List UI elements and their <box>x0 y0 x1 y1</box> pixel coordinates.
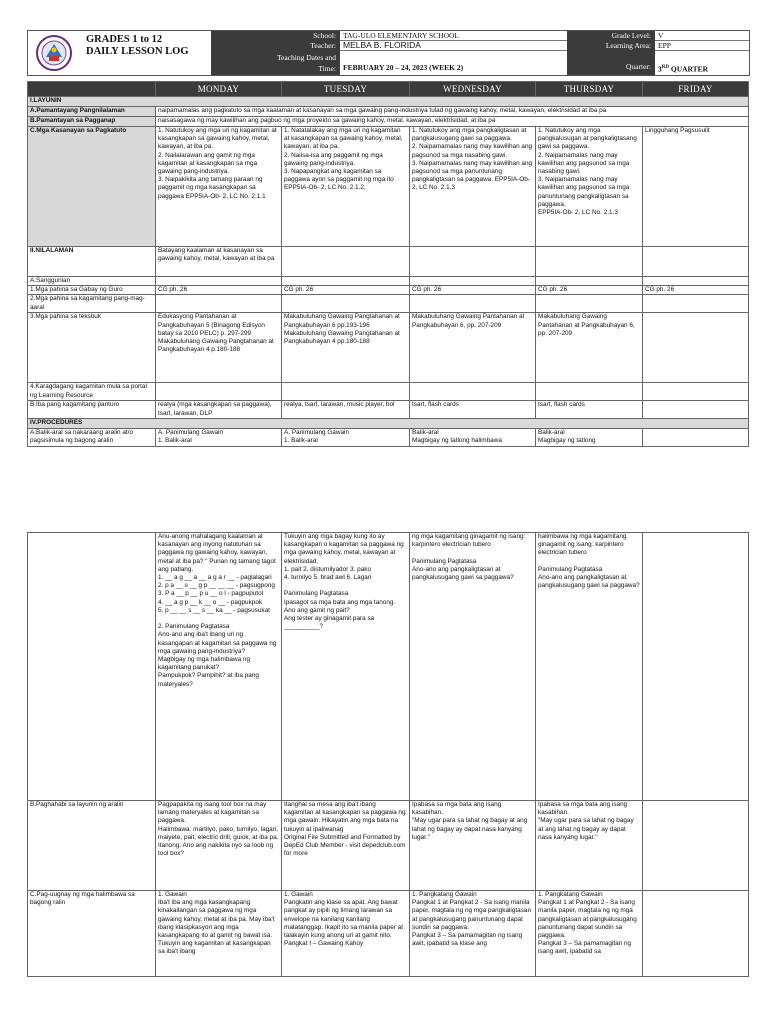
page-1 <box>0 0 768 490</box>
table-cell <box>156 295 282 313</box>
iba-tuesday: realya, tsart, larawan, music player, bol <box>282 401 410 419</box>
iba-label: B.Iba pang kagamitang panturo <box>28 401 156 419</box>
day-tuesday: TUESDAY <box>282 82 410 97</box>
table-cell <box>536 247 643 277</box>
cont-tuesday: Tukuyin ang mga bagay kung ito ay kasangkapan o kagamitan sa paggawa ng mga gawaing kahoy, metal, kawayan at elektrisidad. 1. pait 2. disturnilyador 3. pako 4. turnilyo 5. brad awl 6. Lagari Panimulang Pagtatasa Ipasagot sa mga bata ang mga tanong. Ano ang gamit ng pait? Ang tester ay ginagamit para sa __________? <box>282 533 410 801</box>
sanggunian-label: A.Sanggunian <box>28 277 156 286</box>
balik-tuesday: A. Panimulang Gawain 1. Balik-aral <box>282 428 410 446</box>
table-row <box>28 383 749 401</box>
kasanayan-tuesday: 1. Natatalakay ang mga uri ng kagamitan at kasangkapan sa gawaing kahoy, metal, kawayan, at iba pa. 2. Naiisa-isa ang paggamit ng mga gawaing pang-industriya. 3. Napapangkat ang kagamitan sa paggawa ayon sa paggamit ng mga ito EPP5IA-Ob- 2, LC No. 2.1.2, <box>282 127 410 247</box>
iba-friday <box>643 401 749 419</box>
kasanayan-thursday: 1. Natutukoy ang mga pangkalusugan at pangkaligtasang gawi sa paggawa. 2. Naipamamalas nang may kawilihan ang pagsunod sa mga nasabing gawi. 3. Naipamamalas nang may kawilihan ang pagsunod sa mga panuntunang pangkaligtasan sa paggawa. EPP5IA-Ob- 2, LC No. 2.1.3 <box>536 127 643 247</box>
kasanayan-label: C.Mga Kasanayan sa Pagkatuto <box>28 127 156 247</box>
table-row <box>28 313 749 383</box>
table-row <box>28 801 749 891</box>
teksbuk-label: 3.Mga pahina sa teksbuk <box>28 313 156 383</box>
pag-uugnay-wednesday: 1. Pangkatang Gawain Pangkat 1 at Pangkat 2 - Sa isang manila paper, magtala ng ng mga pangkaligtasan at pangkalusugang panuntunang dapat sundin sa paggawa. Pangkat 3 – Sa pamamagitan ng isang awit, ipabatid sa klase ang <box>410 891 536 977</box>
gabay-tuesday: CG ph. 26 <box>282 286 410 295</box>
school-value: TAG-ULO ELEMENTARY SCHOOL <box>340 31 567 41</box>
dates-label <box>211 51 340 75</box>
quarter-number: 3 <box>658 64 662 74</box>
deped-seal-icon <box>36 35 72 71</box>
section-row-layunin <box>28 97 749 107</box>
dates-label-line-1: Teaching Dates and <box>276 53 336 62</box>
iba-monday: realya (mga kasangkapan sa paggawa), tsart, larawan, DLP <box>156 401 282 419</box>
table-row <box>28 891 749 977</box>
table-cell <box>643 295 749 313</box>
paghahabi-thursday: Ipabasa sa mga bata ang isang kasabihan. "May ugar para sa lahat ng bagay at ang lahat ng bagay ay dapat nasa kanyang lugar." <box>536 801 643 891</box>
area-value: EPP <box>655 41 749 51</box>
balik-monday: A. Panimulang Gawain 1. Balik-aral <box>156 428 282 446</box>
table-row <box>28 533 749 801</box>
teksbuk-tuesday: Makabuluhang Gawaing Pangtahanan at Pangkabuhayan 6 pp.193-196 Makabuluhang Gawaing Pangtahanan at Pangkabuhayan 4 pp.180-188 <box>282 313 410 383</box>
lesson-log-header <box>27 30 750 76</box>
table-row <box>28 127 749 247</box>
cont-monday: Anu-anong mahalagang kaalaman at kasanayan ang inyong natutuhan sa paggawa ng gawaing kahoy, kawayan, metal at iba pa? " Punan ng tamang tagot ang patlang. 1. __ a g __ a __ a g a r __ - paglalagari 2. p a __ s __ g p __ __ __ - pagsugpong 3. P a __ p __ p u __ o l - pagpuputol 4. __ a g p __ k __ o __ - pagpukpok 5. p __ __ s __ s __ ka __ - pagsusukat 2. Panimulang Pagtatasa Ano-ano ang iba't ibang uri ng kasangapan at kagamitan sa paggawa ng mga gawaing pang-industriya? Magbigay ng mga halimbawa ng kagamitang panukat? Pampukpok? Pampihit? at iba pang materyales? <box>156 533 282 801</box>
title-line-2: DAILY LESSON LOG <box>86 46 189 57</box>
pag-uugnay-label: C.Pag-uugnay ng mga halimbawa sa bagong ralin <box>28 891 156 977</box>
table-cell <box>410 247 536 277</box>
teksbuk-monday: Edukasyong Pantahanan at Pangkabuhayan 5 (Binagong Edisyon batay sa 2010 PELC) p. 297-299 Makabuluhang Gawaing Pangtahanan at Pangkabuhayan 4 p.180-188 <box>156 313 282 383</box>
header-info-grid <box>211 31 749 75</box>
pamantayang-text: naipamamalas ang pagkatuto sa mga kaalaman at kasanayan sa mga gawaing pang-industriya tulad ng gawaing kahoy, metal, kawayan, elektrisidad at iba pa <box>156 107 749 117</box>
teacher-label: Teacher: <box>211 41 340 51</box>
table-cell <box>536 277 643 286</box>
section-layunin: I.LAYUNIN <box>28 97 749 107</box>
table-cell <box>643 247 749 277</box>
table-row <box>28 286 749 295</box>
nilalaman-monday: Batayang kaalaman at kasanayan sa gawaing kahoy, metal, kawayan at iba pa <box>156 247 282 277</box>
table-cell <box>536 383 643 401</box>
table-cell <box>536 295 643 313</box>
grade-label: Grade Level: <box>567 31 655 41</box>
page-separator <box>0 490 768 522</box>
kasanayan-monday: 1. Natutukoy ang mga uri ng kagamitan at kasangkapan sa gawaing kahoy, metal, kawayan, at iba pa. 2. Nailalarawan ang gamit ng mga kagamitan at kasangkapan sa mga gawaing pang-industriya. 3. Naipakikita ang tamang paraan ng paggamit ng mga kasangkapan sa paggawa EPP5IA-Ob- 2, LC No. 2.1.1 <box>156 127 282 247</box>
table-cell <box>282 383 410 401</box>
table-cell <box>643 383 749 401</box>
section-row-procedures <box>28 419 749 428</box>
table-cell <box>282 247 410 277</box>
table-row <box>28 107 749 117</box>
table-cell <box>156 277 282 286</box>
table-cell <box>643 277 749 286</box>
table-row <box>28 247 749 277</box>
school-label: School: <box>211 31 340 41</box>
balik-label: A.Balik-aral sa nakaraang aralin at/o pagsisimula ng bagong aralin <box>28 428 156 446</box>
dates-label-line-2: Time: <box>318 64 336 73</box>
gabay-monday: CG ph. 26 <box>156 286 282 295</box>
section-procedures: IV.PROCEDURES <box>28 419 749 428</box>
paghahabi-friday <box>643 801 749 891</box>
pagganap-label: B.Pamantayan sa Pagganap <box>28 117 156 127</box>
paghahabi-tuesday: Itanghal sa mesa ang iba't ibang kagamitan at kasangkapan sa paggawa ng mga gawain. Hikayatin ang mga bata na tukuyin at ipaliwanag Original File Submitted and Formatted by DepEd Club Member - visit depedclub.com for more <box>282 801 410 891</box>
title-line-1: GRADES 1 to 12 <box>86 34 163 45</box>
table-cell <box>156 383 282 401</box>
day-thursday: THURSDAY <box>536 82 643 97</box>
gabay-wednesday: CG ph. 26 <box>410 286 536 295</box>
area-label: Learning Area: <box>567 41 655 51</box>
table-row <box>28 428 749 446</box>
table-cell <box>410 277 536 286</box>
teksbuk-wednesday: Makabuluhang Gawaing Pantahanan at Pangkabuhayan 6, pp. 207-209 <box>410 313 536 383</box>
table-row <box>28 401 749 419</box>
table-row <box>28 295 749 313</box>
day-monday: MONDAY <box>156 82 282 97</box>
day-wednesday: WEDNESDAY <box>410 82 536 97</box>
table-cell <box>282 295 410 313</box>
gabay-thursday: CG ph. 26 <box>536 286 643 295</box>
table-cell <box>28 533 156 801</box>
grade-value: V <box>655 31 749 41</box>
gabay-label: 1.Mga pahina sa Gabay ng Guro <box>28 286 156 295</box>
quarter-word: QUARTER <box>668 64 709 74</box>
iba-wednesday: tsart, flash cards <box>410 401 536 419</box>
quarter-value <box>655 63 749 75</box>
kasanayan-wednesday: 1. Natutukoy ang mga pangkaligtasan at pangkalusugang gawi sa paggawa. 2. Naipamamalas nang may kawilihan ang pagsunod sa mga nasabing gawi. 3. Naipamamalas nang may kawilihan ang pagsunod sa mga panuntunang pangkaligtasan sa paggawa. EPP5IA-Ob- 2, LC No. 2.1.3 <box>410 127 536 247</box>
pagganap-text: naisasagawa ng may kawilihan ang pagbuo ng mga proyekto sa gawaing kahoy, metal, kawayan, elektrisidad, at iba pa <box>156 117 749 127</box>
cont-thursday: halimbawa ng mga kagamitang ginagamit ng isang: karpintero electrician tubero Panimulang Pagtatasa Ano-ano ang pangkaligtasan at pangkalusugang gawi sa paggawa? <box>536 533 643 801</box>
teksbuk-friday <box>643 313 749 383</box>
table-cell <box>410 295 536 313</box>
karagdagang-label: 4.Karagdagang kagamitan mula sa portal ng Learning Resource <box>28 383 156 401</box>
day-header-row <box>28 82 749 97</box>
teacher-value: MELBA B. FLORIDA <box>340 41 567 51</box>
quarter-superscript: RD <box>661 65 669 70</box>
document-title <box>86 34 189 58</box>
corner-cell <box>28 82 156 97</box>
table-row <box>28 117 749 127</box>
pag-uugnay-thursday: 1. Pangkatang Gawain Pangkat 1 at Pangkat 2 - Sa isang manila paper, magtala ng ng mga pangkaligtasan at pangkalusugang panuntunang dapat sundin sa paggawa. Pangkat 3 – Sa pamamagitan ng isang awit, ipabatid sa <box>536 891 643 977</box>
dates-value: FEBRUARY 20 – 24, 2023 (WEEK 2) <box>343 63 464 72</box>
nilalaman-label: II.NILALAMAN <box>28 247 156 277</box>
paghahabi-label: B.Paghahabi sa layunin ng aralin <box>28 801 156 891</box>
kagamitang-label: 2.Mga pahina sa kagamitang pang-mag-aaral <box>28 295 156 313</box>
teksbuk-thursday: Makabuluhang Gawaing Pantahanan at Pangkabuhayan 6, pp. 207-209 <box>536 313 643 383</box>
balik-friday <box>643 428 749 446</box>
pag-uugnay-tuesday: 1. Gawain Pangkatin ang klase sa apat. Ang bawat pangkat ay pipili ng limang larawan sa envelope na kanilang kanilang matatanggap. Ikapit ito sa manila paper at talakayin kung anong uri at gamit nito. Pangkat I – Gawaing Kahoy <box>282 891 410 977</box>
iba-thursday: tsart, flash cards <box>536 401 643 419</box>
cont-friday <box>643 533 749 801</box>
cont-wednesday: ng mga kagamitang ginagamit ng isang: karpintero electrician tubero Panimulang Pagtatasa Ano-ano ang pangkaligtasan at pangkalusugang gawi sa paggawa? <box>410 533 536 801</box>
lesson-table-page-2 <box>27 532 749 977</box>
pamantayang-label: A.Pamantayang Pangnilalaman <box>28 107 156 117</box>
table-row <box>28 277 749 286</box>
paghahabi-wednesday: Ipabasa sa mga bata ang isang kasabihan. "May ugar para sa lahat ng bagay at ang lahat ng bagay ay dapat nasa kanyang lugar." <box>410 801 536 891</box>
pag-uugnay-monday: 1. Gawain Iba't iba ang mga kasangkapang kinakailangan sa paggawa ng mga gawaing kahoy, metal at iba pa. May iba't ibang klasipkasyon ang mga kasangkapang ito at gamit ng bawat isa. Tukuyin ang kagamitan at kasangkapan sa iba't ibang <box>156 891 282 977</box>
paghahabi-monday: Pagpapakita ng isang tool box na may lamang materyales at kagamitan sa paggawa. Halimbawa: martilyo, pako, turnilyo, lagari, maiyete, pait, electric drill, guiok, at iba pa. Itanong: Ano ang nakikita nyo sa loob ng tool box? <box>156 801 282 891</box>
lesson-table-page-1 <box>27 81 749 447</box>
balik-thursday: Balik-aral Magbigay ng tatlong <box>536 428 643 446</box>
table-cell <box>282 277 410 286</box>
pag-uugnay-friday <box>643 891 749 977</box>
day-friday: FRIDAY <box>643 82 749 97</box>
page-2 <box>0 522 768 1024</box>
gabay-friday: CG ph. 26 <box>643 286 749 295</box>
balik-wednesday: Balik-aral Magbigay ng tatlong halimbawa <box>410 428 536 446</box>
quarter-label: Quarter: <box>567 51 655 75</box>
table-cell <box>410 383 536 401</box>
kasanayan-friday: Lingguhang Pagsusulit <box>643 127 749 247</box>
